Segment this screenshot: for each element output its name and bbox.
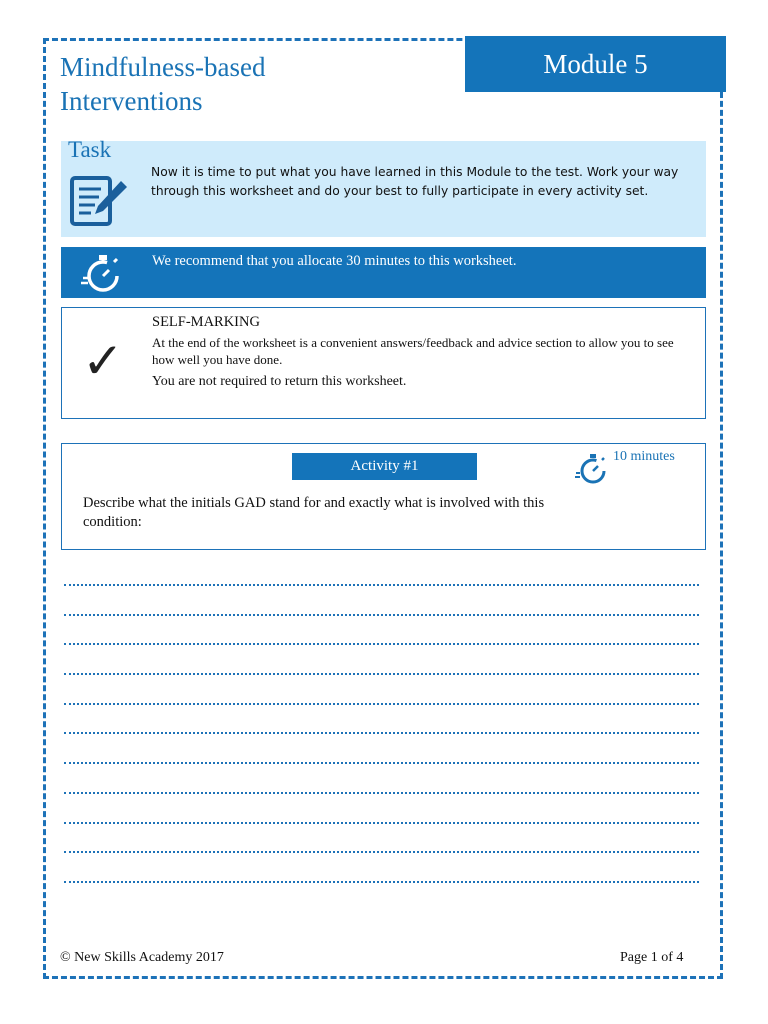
answer-line[interactable]	[64, 645, 699, 675]
footer-copyright: © New Skills Academy 2017	[60, 950, 224, 965]
worksheet-pencil-icon	[69, 175, 129, 227]
footer-page-number: Page 1 of 4	[620, 950, 684, 965]
task-panel	[61, 137, 706, 237]
answer-line[interactable]	[64, 705, 699, 735]
title-line-1: Mindfulness-based	[60, 52, 266, 82]
activity-duration: 10 minutes	[613, 449, 675, 464]
self-marking-body: At the end of the worksheet is a convenient answers/feedback and advice section to allow you to see how well you have done.	[152, 335, 674, 367]
module-label: Module 5	[543, 48, 648, 79]
module-badge	[465, 36, 726, 92]
task-label: Task	[68, 137, 112, 162]
answer-line[interactable]	[64, 586, 699, 616]
time-recommendation-banner	[61, 247, 706, 298]
self-marking-panel	[61, 307, 706, 419]
time-recommendation-text: We recommend that you allocate 30 minutes to this worksheet.	[152, 253, 517, 269]
stopwatch-icon	[81, 252, 125, 294]
activity-label: Activity #1	[292, 453, 477, 480]
answer-line[interactable]	[64, 734, 699, 764]
checkmark-icon: ✓	[82, 332, 124, 390]
answer-line[interactable]	[64, 675, 699, 705]
activity-panel	[61, 443, 706, 550]
task-instructions: Now it is time to put what you have learned in this Module to the test. Work your way through this worksheet and do your best to fully participate in every activity set.	[151, 165, 679, 198]
self-marking-note: You are not required to return this worksheet.	[152, 374, 407, 389]
answer-line[interactable]	[64, 853, 699, 883]
self-marking-heading: SELF-MARKING	[152, 314, 260, 330]
answer-line[interactable]	[64, 794, 699, 824]
answer-area	[64, 584, 699, 883]
stopwatch-icon	[575, 452, 609, 486]
answer-line[interactable]	[64, 616, 699, 646]
title-line-2: Interventions	[60, 86, 203, 116]
answer-line[interactable]	[64, 824, 699, 854]
activity-question: Describe what the initials GAD stand for and exactly what is involved with this condition:	[83, 495, 545, 530]
answer-line[interactable]	[64, 764, 699, 794]
page-title	[60, 50, 440, 118]
